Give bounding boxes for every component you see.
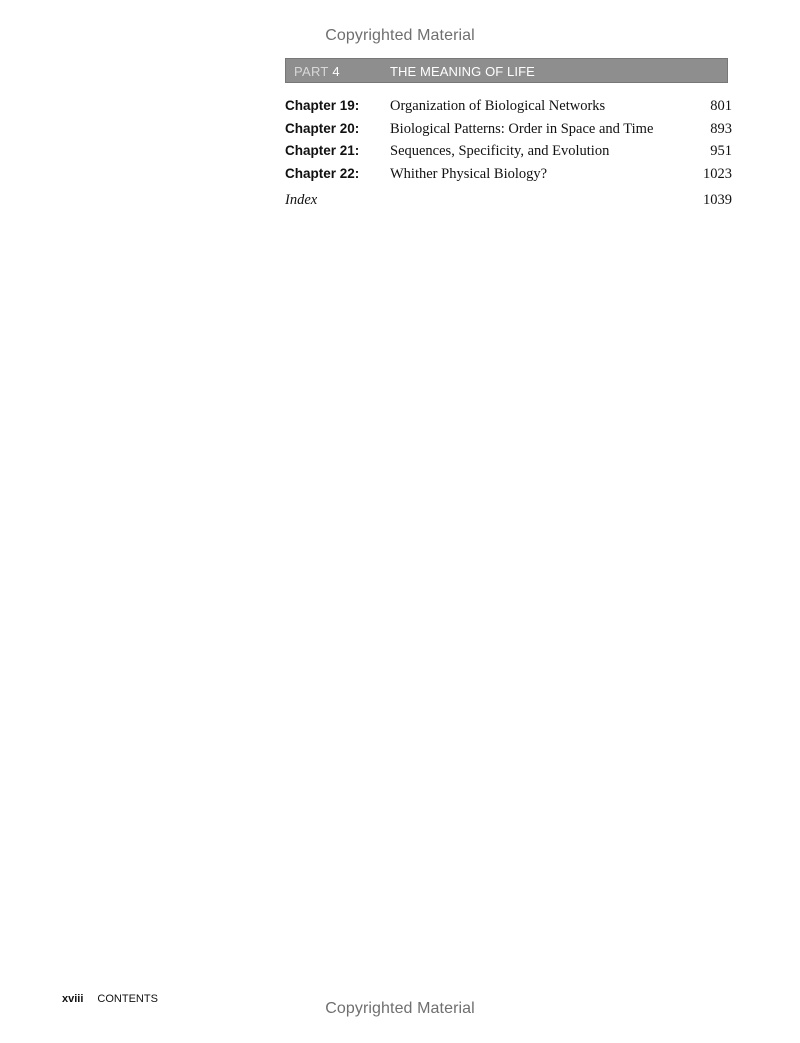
chapter-label: Chapter 19: (285, 98, 360, 113)
part-title: THE MEANING OF LIFE (390, 64, 535, 79)
chapter-title: Organization of Biological Networks (390, 98, 606, 114)
toc-entry-index[interactable] (285, 190, 732, 213)
chapter-page-number: 951 (710, 143, 732, 160)
copyright-watermark-top: Copyrighted Material (325, 27, 475, 44)
toc-entry-chapter-20[interactable] (285, 119, 732, 142)
chapter-title: Biological Patterns: Order in Space and Time (390, 120, 654, 137)
running-head: CONTENTS (97, 993, 158, 1005)
toc-entry-chapter-19[interactable] (285, 96, 732, 119)
index-page-number: 1039 (703, 191, 732, 208)
chapter-page-number: 801 (710, 98, 732, 114)
part-number: 4 (332, 64, 340, 79)
toc-entry-chapter-21[interactable] (285, 141, 732, 164)
index-label: Index (285, 191, 318, 208)
page-folio: xviii (62, 993, 84, 1005)
copyright-watermark-bottom: Copyrighted Material (325, 1000, 475, 1017)
chapter-label: Chapter 21: (285, 143, 360, 159)
chapter-title: Sequences, Specificity, and Evolution (390, 143, 610, 160)
part-word: PART (294, 64, 329, 79)
chapter-title: Whither Physical Biology? (390, 166, 548, 183)
chapter-label: Chapter 20: (285, 120, 360, 136)
chapter-page-number: 893 (710, 120, 732, 137)
table-of-contents (285, 96, 732, 212)
part-header-bar (285, 58, 728, 83)
chapter-page-number: 1023 (703, 166, 732, 183)
part-label (294, 64, 340, 79)
toc-entry-chapter-22[interactable] (285, 164, 732, 187)
chapter-label: Chapter 22: (285, 166, 360, 182)
